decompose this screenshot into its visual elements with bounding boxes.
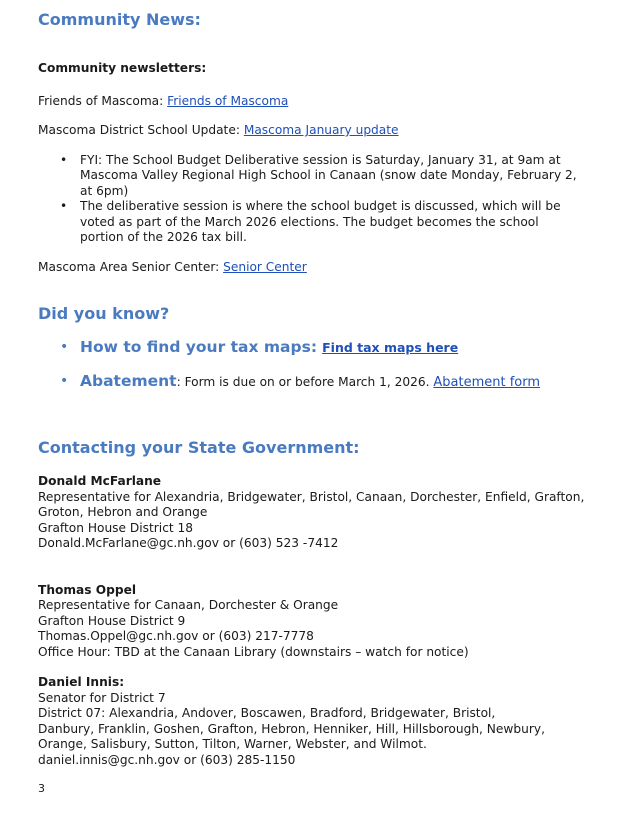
contact-line: Grafton House District 9 <box>38 613 186 628</box>
contact-line: Senator for District 7 <box>38 690 166 705</box>
did-you-know-list <box>38 336 598 392</box>
senior-center-line <box>38 260 598 276</box>
contact-oppel <box>38 583 588 661</box>
mascoma-january-update-link[interactable]: Mascoma January update <box>243 123 399 137</box>
contact-name: Thomas Oppel <box>38 582 137 597</box>
contact-line: Representative for Alexandria, Bridgewater, Bristol, Canaan, Dorchester, Enfield, Grafton, Groton, Hebron and Orange <box>38 489 585 519</box>
contact-line: Office Hour: TBD at the Canaan Library (downstairs – watch for notice) <box>38 644 469 659</box>
newsletters-label: Community newsletters: <box>38 61 207 75</box>
did-you-know-heading: Did you know? <box>38 304 170 323</box>
abatement-text: : Form is due on or before March 1, 2026. <box>176 375 434 389</box>
senior-center-prefix: Mascoma Area Senior Center: <box>38 259 224 274</box>
contact-name: Daniel Innis: <box>38 675 125 689</box>
contact-line: District 07: Alexandria, Andover, Boscawen, Bradford, Bridgewater, Bristol, Danbury, Franklin, Goshen, Grafton, Hebron, Henniker, Hill, Hillsborough, Newbury, Orange, Salisbury, Sutton, Tilton, Warner, Webster, and Wilmot. <box>38 706 545 751</box>
abatement-term: Abatement <box>80 372 177 390</box>
contact-name: Donald McFarlane <box>38 474 162 488</box>
tax-maps-term: How to find your tax maps: <box>80 338 318 356</box>
bullet-icon: • <box>60 373 69 389</box>
contact-line: Representative for Canaan, Dorchester & Orange <box>38 598 339 612</box>
state-government-heading: Contacting your State Government: <box>38 438 360 457</box>
document-page <box>38 0 598 768</box>
friends-of-mascoma-link[interactable]: Friends of Mascoma <box>167 93 289 108</box>
contact-line: Donald.McFarlane@gc.nh.gov or (603) 523 -7412 <box>38 536 339 550</box>
contact-innis <box>38 675 548 768</box>
find-tax-maps-link[interactable]: Find tax maps here <box>322 340 459 355</box>
abatement-form-link[interactable]: Abatement form <box>433 375 541 390</box>
list-item <box>38 199 578 246</box>
list-item <box>38 153 578 200</box>
bullet-text: FYI: The School Budget Deliberative session is Saturday, January 31, at 9am at Mascoma Valley Regional High School in Canaan (snow date Monday, February 2, at 6pm) <box>80 152 577 198</box>
senior-center-link[interactable]: Senior Center <box>223 259 307 274</box>
friends-prefix: Friends of Mascoma: <box>38 93 168 108</box>
contact-line: daniel.innis@gc.nh.gov or (603) 285-1150 <box>38 752 296 767</box>
school-update-prefix: Mascoma District School Update: <box>38 123 244 137</box>
friends-of-mascoma-line <box>38 94 598 110</box>
bullet-icon: • <box>60 339 69 355</box>
contact-line: Grafton House District 18 <box>38 520 194 535</box>
contact-line: Thomas.Oppel@gc.nh.gov or (603) 217-7778 <box>38 629 314 643</box>
bullet-text: The deliberative session is where the school budget is discussed, which will be voted as part of the March 2026 elections. The budget becomes the school portion of the 2026 tax bill. <box>80 199 561 244</box>
community-news-heading: Community News: <box>38 10 201 29</box>
list-item <box>38 336 598 358</box>
list-item <box>38 370 598 392</box>
page-number: 3 <box>38 782 45 795</box>
bullet-icon: • <box>60 152 68 167</box>
budget-bullets <box>38 153 578 246</box>
bullet-icon: • <box>60 199 68 213</box>
contact-mcfarlane <box>38 474 588 552</box>
school-update-line <box>38 123 598 139</box>
